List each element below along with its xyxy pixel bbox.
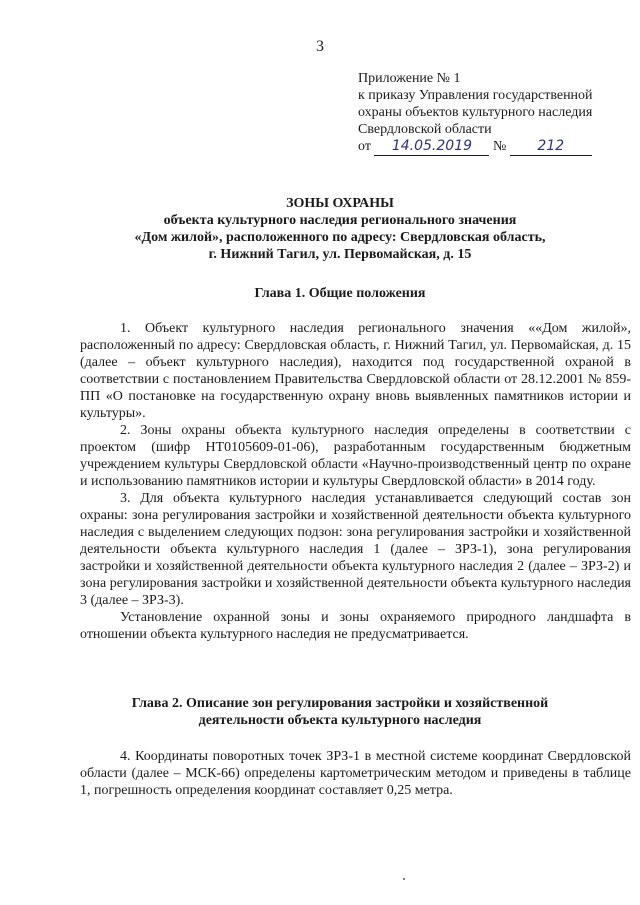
chapter-2-body [80, 748, 631, 799]
date-prefix: от [358, 139, 371, 154]
appendix-block [358, 70, 628, 156]
scan-speck [403, 878, 405, 880]
handwritten-number: 212 [510, 138, 592, 156]
paragraph: 4. Координаты поворотных точек ЗРЗ-1 в местной системе координат Свердловской области (далее – МСК-66) определены картометрическим методом и приведены в таблице 1, погрешность определения координат составляет 0,25 метра. [80, 749, 631, 798]
document-title [80, 195, 600, 263]
number-prefix: № [492, 139, 507, 154]
chapter-2-heading-line-2: деятельности объекта культурного наследия [198, 713, 482, 728]
appendix-line-1: Приложение № 1 [358, 71, 461, 86]
appendix-date-line [358, 138, 628, 156]
title-line-4: г. Нижний Тагил, ул. Первомайская, д. 15 [208, 247, 472, 262]
paragraph: 3. Для объекта культурного наследия устанавливается следующий состав зон охраны: зона регулирования застройки и хозяйственной деятельности объекта культурного наследия с выделением следующих подзон: зона регулирования застройки и хозяйственной деятельности объекта культурного наследия 1 (далее – ЗРЗ-1), зона регулирования застройки и хозяйственной деятельности объекта культурного наследия 2 (далее – ЗРЗ-2) и зона регулирования застройки и хозяйственной деятельности объекта культурного наследия 3 (далее – ЗРЗ-3). [80, 491, 631, 608]
chapter-2-heading [80, 695, 600, 729]
appendix-line-2: к приказу Управления государственной [358, 88, 593, 103]
paragraph: 2. Зоны охраны объекта культурного наследия определены в соответствии с проектом (шифр НТ0105609-01-06), разработанным государственным бюджетным учреждением культуры Свердловской области «Научно-производственный центр по охране и использованию памятников истории и культуры Свердловской области» в 2014 году. [80, 423, 631, 489]
paragraph: 1. Объект культурного наследия регионального значения ««Дом жилой», расположенный по адресу: Свердловская область, г. Нижний Тагил, ул. Первомайская, д. 15 (далее – объект культурного наследия), находится под государственной охраной в соответствии с постановлением Правительства Свердловской области от 28.12.2001 № 859-ПП «О постановке на государственную охрану вновь выявленных памятников истории и культуры». [80, 321, 631, 421]
title-heading: ЗОНЫ ОХРАНЫ [286, 196, 394, 211]
title-line-2: объекта культурного наследия регионального значения [163, 213, 517, 228]
paragraph: Установление охранной зоны и зоны охраняемого природного ландшафта в отношении объекта культурного наследия не предусматривается. [80, 610, 631, 642]
handwritten-date: 14.05.2019 [374, 138, 489, 156]
chapter-2-heading-line-1: Глава 2. Описание зон регулирования застройки и хозяйственной [131, 696, 549, 711]
title-line-3: «Дом жилой», расположенного по адресу: Свердловская область, [134, 230, 546, 245]
appendix-line-4: Свердловской области [358, 122, 492, 137]
chapter-1-heading: Глава 1. Общие положения [254, 286, 426, 301]
page-number: 3 [316, 38, 324, 55]
chapter-1-body [80, 320, 631, 643]
appendix-line-3: охраны объектов культурного наследия [358, 105, 593, 120]
